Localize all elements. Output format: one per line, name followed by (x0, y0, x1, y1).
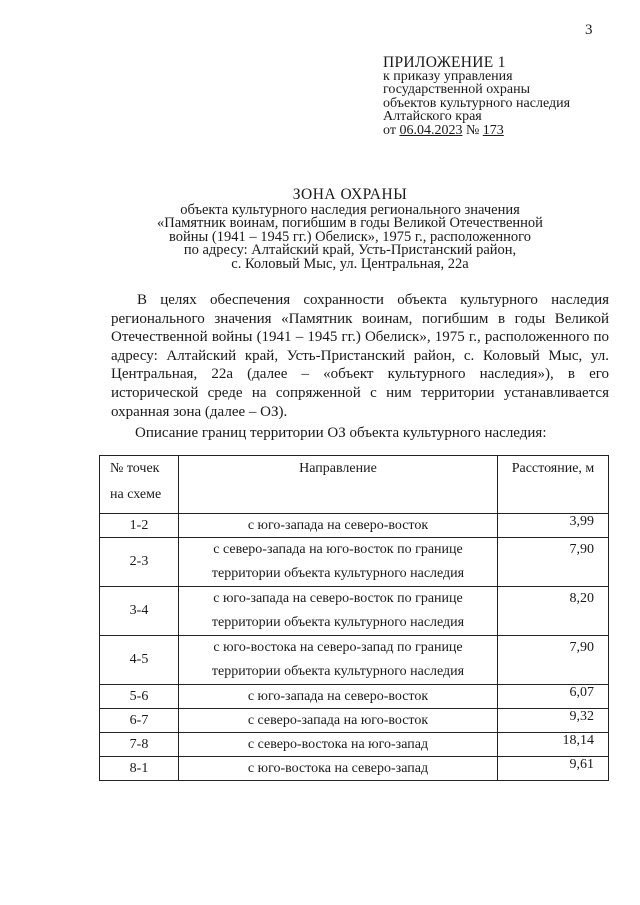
row-direction-line-2: территории объекта культурного наследия (211, 566, 465, 581)
row-direction: с северо-востока на юго-запад (179, 733, 498, 757)
appendix-date-line (383, 124, 633, 138)
header-distance-label: Расстояние, м (511, 461, 595, 476)
row-direction-line-1: с северо-запада на юго-восток по границе (213, 542, 463, 557)
table-row (100, 733, 609, 757)
row-distance: 8,20 (498, 587, 609, 636)
row-direction-line-2: территории объекта культурного наследия (211, 615, 465, 630)
table-row (100, 514, 609, 538)
table-header-row (100, 456, 609, 514)
title-main: ЗОНА ОХРАНЫ (292, 186, 408, 203)
row-direction (179, 587, 498, 636)
row-points: 4-5 (100, 636, 179, 685)
title-line-1: объекта культурного наследия регионального значения (180, 201, 520, 218)
table-caption: Описание границ территории ОЗ объекта культурного наследия: (135, 425, 547, 441)
title-line-3: войны (1941 – 1945 гг.) Обелиск», 1975 г., расположенного (169, 228, 531, 245)
body-paragraph-text: В целях обеспечения сохранности объекта культурного наследия регионального значения «Памятник воинам, погибшим в годы Великой Отечественной войны (1941 – 1945 гг.) Обелиск», 1975 г., расположенного по адресу: Алтайский край, Усть-Пристанский район, с. Коловый Мыс, ул. Центральная, 22а (далее – «объект культурного наследия»), в его исторической среде на сопряженной с ним территории устанавливается охранная зона (далее – ОЗ). (111, 292, 609, 420)
row-distance: 6,07 (498, 685, 609, 709)
row-points: 6-7 (100, 709, 179, 733)
header-direction (179, 456, 498, 514)
header-distance (498, 456, 609, 514)
table-row (100, 636, 609, 685)
appendix-line-3: объектов культурного наследия (383, 95, 571, 111)
row-direction: с юго-запада на северо-восток (179, 514, 498, 538)
table-row (100, 757, 609, 781)
appendix-heading: ПРИЛОЖЕНИЕ 1 (383, 54, 506, 71)
row-distance: 9,61 (498, 757, 609, 781)
row-direction-line-1: с юго-запада на северо-восток по границе (213, 591, 463, 606)
boundary-table (99, 455, 609, 781)
row-points: 8-1 (100, 757, 179, 781)
table-row (100, 587, 609, 636)
row-points: 5-6 (100, 685, 179, 709)
table-row (100, 709, 609, 733)
title-line-5: с. Коловый Мыс, ул. Центральная, 22а (231, 255, 469, 272)
appendix-number: 173 (482, 122, 504, 138)
row-points: 7-8 (100, 733, 179, 757)
row-direction: с северо-запада на юго-восток (179, 709, 498, 733)
row-direction (179, 538, 498, 587)
row-distance: 7,90 (498, 538, 609, 587)
row-distance: 9,32 (498, 709, 609, 733)
row-points: 2-3 (100, 538, 179, 587)
appendix-line-1: к приказу управления (383, 68, 513, 84)
appendix-line-4: Алтайского края (383, 109, 482, 125)
row-points: 3-4 (100, 587, 179, 636)
page-number: 3 (585, 22, 593, 38)
appendix-line-2: государственной охраны (383, 82, 531, 98)
appendix-date-prefix: от (383, 122, 396, 138)
document-title (140, 188, 560, 272)
appendix-block (383, 56, 633, 138)
row-distance: 3,99 (498, 514, 609, 538)
appendix-number-sign: № (465, 122, 480, 138)
header-points (100, 456, 179, 514)
row-direction: с юго-запада на северо-восток (179, 685, 498, 709)
row-direction (179, 636, 498, 685)
title-line-2: «Памятник воинам, погибшим в годы Великой Отечественной (157, 215, 543, 232)
body-paragraph (111, 291, 609, 421)
header-points-line-1: № точек (110, 461, 160, 476)
header-direction-label: Направление (299, 461, 377, 476)
table-row (100, 685, 609, 709)
table-row (100, 538, 609, 587)
row-distance: 7,90 (498, 636, 609, 685)
row-direction-line-1: с юго-востока на северо-запад по границе (213, 640, 463, 655)
row-direction-line-2: территории объекта культурного наследия (211, 664, 465, 679)
header-points-line-2: на схеме (110, 487, 162, 502)
row-distance: 18,14 (498, 733, 609, 757)
appendix-date: 06.04.2023 (399, 122, 463, 138)
row-direction: с юго-востока на северо-запад (179, 757, 498, 781)
row-points: 1-2 (100, 514, 179, 538)
title-line-4: по адресу: Алтайский край, Усть-Пристанский район, (183, 242, 517, 259)
